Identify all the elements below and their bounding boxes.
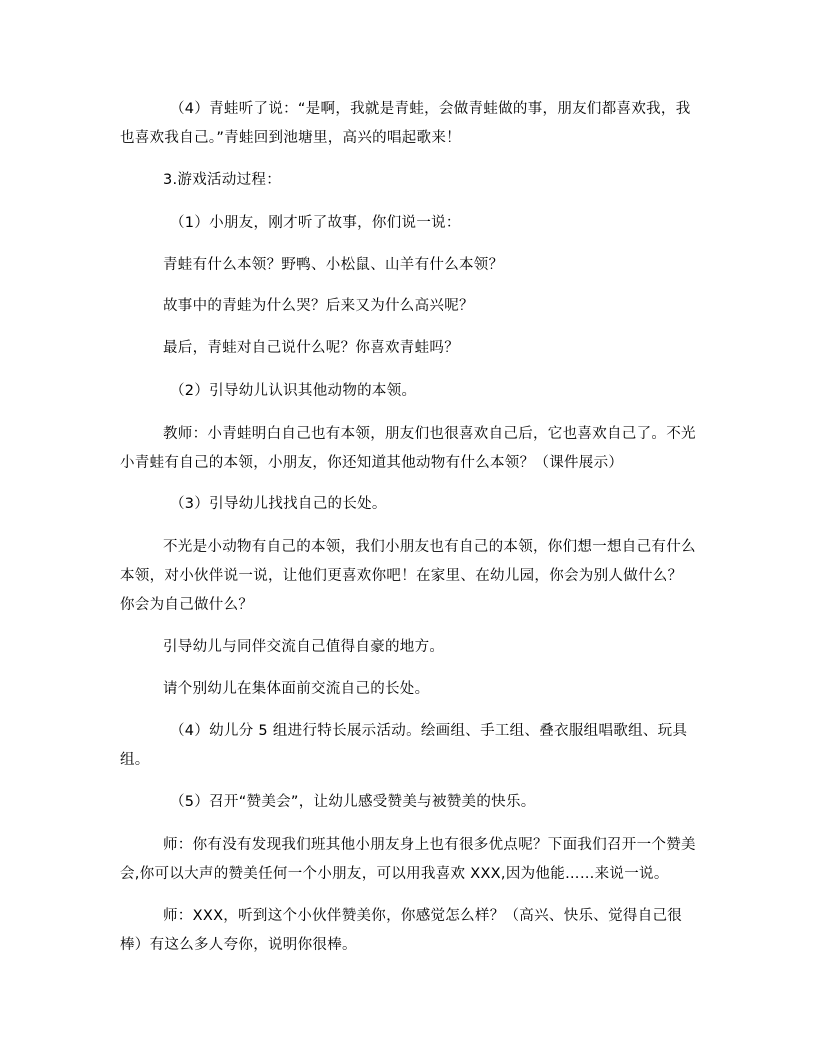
- paragraph-teacher-feedback: 师：XXX，听到这个小伙伴赞美你，你感觉怎么样？（高兴、快乐、觉得自己很棒）有这么多人夸你，说明你很棒。: [120, 908, 683, 953]
- paragraph-own-skills: 不光是小动物有自己的本领，我们小朋友也有自己的本领，你们想一想自己有什么本领，对小伙伴说一说，让他们更喜欢你吧！在家里、在幼儿园，你会为别人做什么？你会为自己做什么？: [120, 539, 696, 613]
- paragraph-step-4: （4）幼儿分 5 组进行特长展示活动。绘画组、手工组、叠衣服组唱歌组、玩具组。: [120, 723, 688, 768]
- paragraph-share-strengths: 请个别幼儿在集体面前交流自己的长处。: [163, 681, 430, 697]
- paragraph-step-1: （1）小朋友，刚才听了故事，你们说一说：: [170, 215, 461, 231]
- paragraph-share-pride: 引导幼儿与同伴交流自己值得自豪的地方。: [163, 639, 445, 655]
- paragraph-frog-story-ending: （4）青蛙听了说：“是啊，我就是青蛙，会做青蛙做的事，朋友们都喜欢我，我也喜欢我自己。”青蛙回到池塘里，高兴的唱起歌来！: [120, 101, 691, 146]
- section-heading-game-process: 3.游戏活动过程：: [163, 172, 282, 188]
- paragraph-step-5: （5）召开“赞美会”，让幼儿感受赞美与被赞美的快乐。: [170, 794, 536, 810]
- paragraph-teacher-animals: 教师：小青蛙明白自己也有本领，朋友们也很喜欢自己后，它也喜欢自己了。不光小青蛙有自己的本领，小朋友，你还知道其他动物有什么本领？（课件展示）: [120, 426, 696, 471]
- question-frog-skills: 青蛙有什么本领？野鸭、小松鼠、山羊有什么本领？: [163, 257, 504, 273]
- paragraph-step-3: （3）引导幼儿找找自己的长处。: [170, 496, 387, 512]
- question-why-cry: 故事中的青蛙为什么哭？后来又为什么高兴呢？: [163, 298, 474, 314]
- question-what-frog-said: 最后，青蛙对自己说什么呢？你喜欢青蛙吗？: [163, 340, 459, 356]
- paragraph-step-2: （2）引导幼儿认识其他动物的本领。: [170, 383, 417, 399]
- paragraph-praise-meeting: 师：你有没有发现我们班其他小朋友身上也有很多优点呢？下面我们召开一个赞美会,你可以大声的赞美任何一个小朋友，可以用我喜欢 XXX,因为他能……来说一说。: [120, 837, 696, 882]
